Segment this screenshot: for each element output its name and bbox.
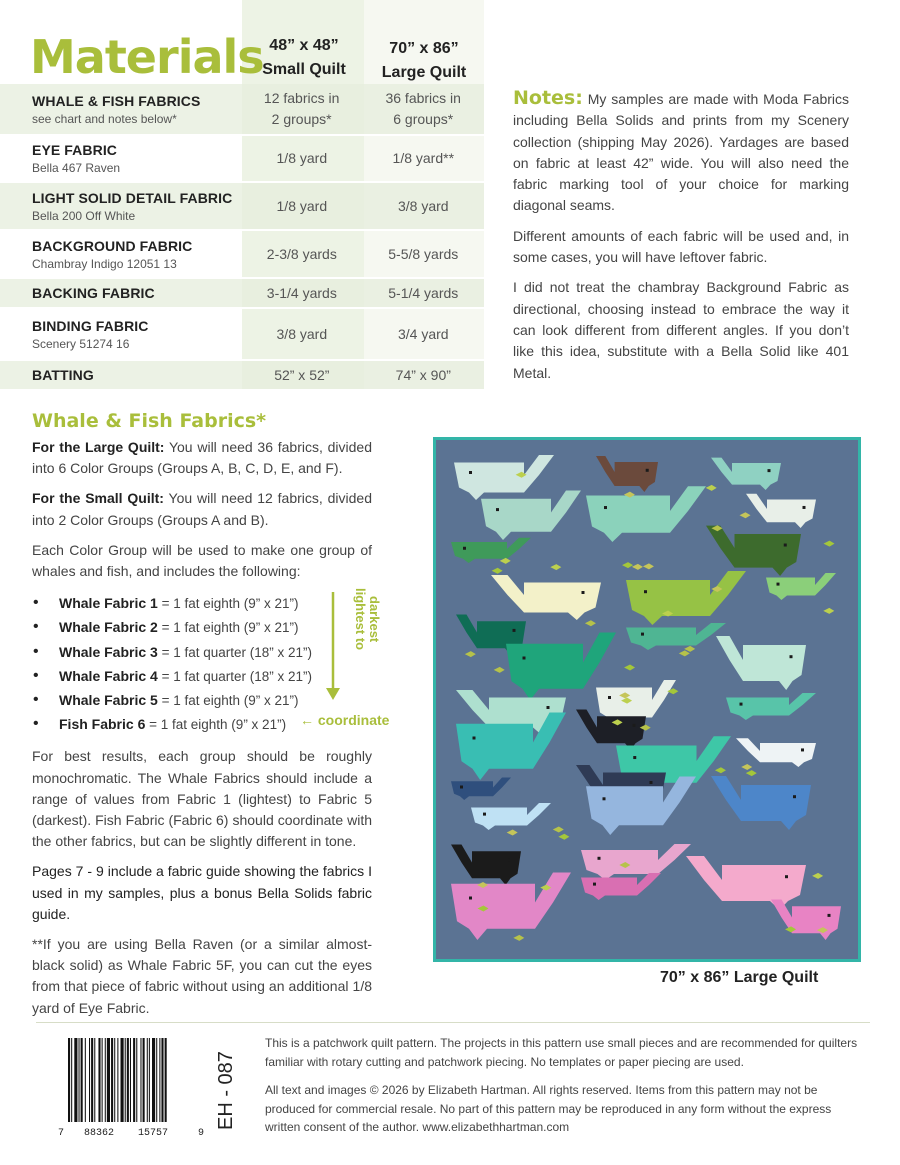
coordinate-label: ← coordinate [300, 712, 390, 728]
whale-fish-text [32, 437, 372, 1028]
footer-paragraph: All text and images © 2026 by Elizabeth Hartman. All rights reserved. Items from this pattern may not be produced for commercial resale. No part of this pattern may be reproduced in any form without the express written consent of the author. www.elizabethhartman.com [265, 1083, 832, 1134]
table-row [0, 361, 484, 391]
quilt-illustration [433, 437, 861, 962]
best-results-paragraph: For best results, each group should be roughly monochromatic. The Whale Fabrics should include a range of values from Fabric 1 (lightest) to Fabric 5 (darkest). Fish Fabric (Fabric 6) should coordinate with the other fabrics, but can be slightly different in tone. [32, 748, 372, 850]
list-item: • Whale Fabric 3 = 1 fat quarter (18” x 21”) [32, 640, 372, 664]
pages-paragraph: Pages 7 - 9 include a fabric guide showing the fabrics I used in my samples, plus a bonus Bella Solids fabric guide. [32, 863, 372, 922]
row-small-value: 1/8 yard [276, 197, 328, 214]
materials-title: Materials [30, 30, 264, 84]
footnote-paragraph: **If you are using Bella Raven (or a similar almost-black solid) as Whale Fabric 5F, you can cut the eyes from that piece of fabric without using an additional 1/8 yard of Eye Fabric. [32, 935, 372, 1016]
row-name: BINDING FABRIC [32, 317, 149, 334]
small-quilt-paragraph: For the Small Quilt: You will need 12 fabrics, divided into 2 Color Groups (Groups A and B). [32, 490, 372, 528]
lightest-to-darkest-label [346, 588, 384, 684]
materials-table [0, 84, 484, 391]
table-row [0, 84, 484, 136]
row-large-value: 5-1/4 yards [388, 284, 459, 301]
svg-text:lightest to: lightest to [353, 588, 368, 651]
row-small-value: 3-1/4 yards [266, 284, 337, 301]
row-small-value: 2-3/8 yards [266, 245, 337, 262]
quilt-image [436, 440, 858, 959]
row-name: EYE FABRIC [32, 142, 118, 158]
row-small-value: 52” x 52” [274, 366, 330, 383]
svg-text:EH - 087: EH - 087 [215, 1051, 237, 1130]
quilt-caption: 70” x 86” Large Quilt [660, 969, 819, 986]
svg-text:7: 7 [58, 1128, 65, 1138]
row-small-value: 3/8 yard [276, 325, 328, 342]
barcode-image [58, 1038, 206, 1138]
footer-divider [36, 1022, 870, 1023]
row-sub: Bella 200 Off White [32, 208, 136, 223]
table-row [0, 309, 484, 361]
footer-text [265, 1034, 865, 1147]
list-item: • Fish Fabric 6 = 1 fat eighth (9” x 21”) [32, 712, 372, 736]
svg-text:15757: 15757 [138, 1128, 169, 1138]
small-quilt-header: 48” x 48” Small Quilt [262, 37, 346, 78]
row-sub: Scenery 51274 16 [32, 336, 130, 351]
row-small-value: 1/8 yard [276, 150, 328, 166]
list-item: • Whale Fabric 5 = 1 fat eighth (9” x 21”) [32, 688, 372, 712]
large-quilt-paragraph: For the Large Quilt: You will need 36 fabrics, divided into 6 Color Groups (Groups A, B, C, D, E, and F). [32, 439, 372, 477]
table-row [0, 279, 484, 309]
row-name: BATTING [32, 367, 94, 383]
list-item: • Whale Fabric 2 = 1 fat eighth (9” x 21”) [32, 615, 372, 639]
notes-paragraph: I did not treat the chambray Background Fabric as directional, choosing instead to embrace the way it can look different from different angles. If you don’t like this idea, substitute with a Bella Solid like 401 Metal. [513, 279, 849, 381]
notes-paragraph: Different amounts of each fabric will be used and, in some cases, you will have leftover fabric. [513, 227, 849, 266]
svg-text:9: 9 [198, 1128, 205, 1138]
table-row [0, 136, 484, 183]
table-row [0, 231, 484, 279]
row-large-value: 3/8 yard [397, 197, 449, 214]
list-item: • Whale Fabric 1 = 1 fat eighth (9” x 21”) [32, 591, 372, 615]
row-name: LIGHT SOLID DETAIL FABRIC [32, 189, 233, 206]
row-sub: Bella 467 Raven [32, 161, 121, 175]
intro-paragraph: Each Color Group will be used to make one group of whales and fish, and includes the following: [32, 541, 372, 580]
table-row [0, 183, 484, 231]
row-small-value: 12 fabrics in 2 groups* [263, 90, 340, 127]
notes-paragraph: Notes: My samples are made with Moda Fabrics including Bella Solids and prints from my Scenery collection (shipping May 2026). Yardages are based on fabric at least 42” wide. You will also need the fabric marking tool of your choice for marking diagonal seams. [513, 87, 850, 214]
row-large-value: 36 fabrics in 6 groups* [385, 90, 461, 127]
row-name: WHALE & FISH FABRICS [32, 92, 201, 109]
whale-fish-title: Whale & Fish Fabrics* [32, 410, 267, 432]
row-name: BACKING FABRIC [32, 285, 155, 301]
notes-heading: Notes: [513, 87, 583, 109]
notes-section [513, 88, 849, 393]
sku-label [210, 1038, 240, 1132]
row-large-value: 1/8 yard** [392, 150, 455, 166]
row-sub: Chambray Indigo 12051 13 [32, 256, 177, 271]
row-sub: see chart and notes below* [32, 111, 177, 126]
row-large-value: 74” x 90” [395, 366, 451, 383]
row-name: BACKGROUND FABRIC [32, 237, 193, 254]
list-item: • Whale Fabric 4 = 1 fat quarter (18” x 21”) [32, 664, 372, 688]
row-large-value: 5-5/8 yards [388, 245, 459, 262]
footer-paragraph: This is a patchwork quilt pattern. The projects in this pattern use small pieces and are recommended for quilters familiar with rotary cutting and patchwork piecing. No templates or paper piecing are used. [265, 1036, 858, 1069]
down-arrow-icon [323, 592, 343, 702]
large-quilt-header: 70” x 86” Large Quilt [381, 40, 467, 81]
svg-text:darkest: darkest [367, 596, 382, 643]
svg-text:88362: 88362 [84, 1128, 115, 1138]
row-large-value: 3/4 yard [397, 325, 449, 342]
